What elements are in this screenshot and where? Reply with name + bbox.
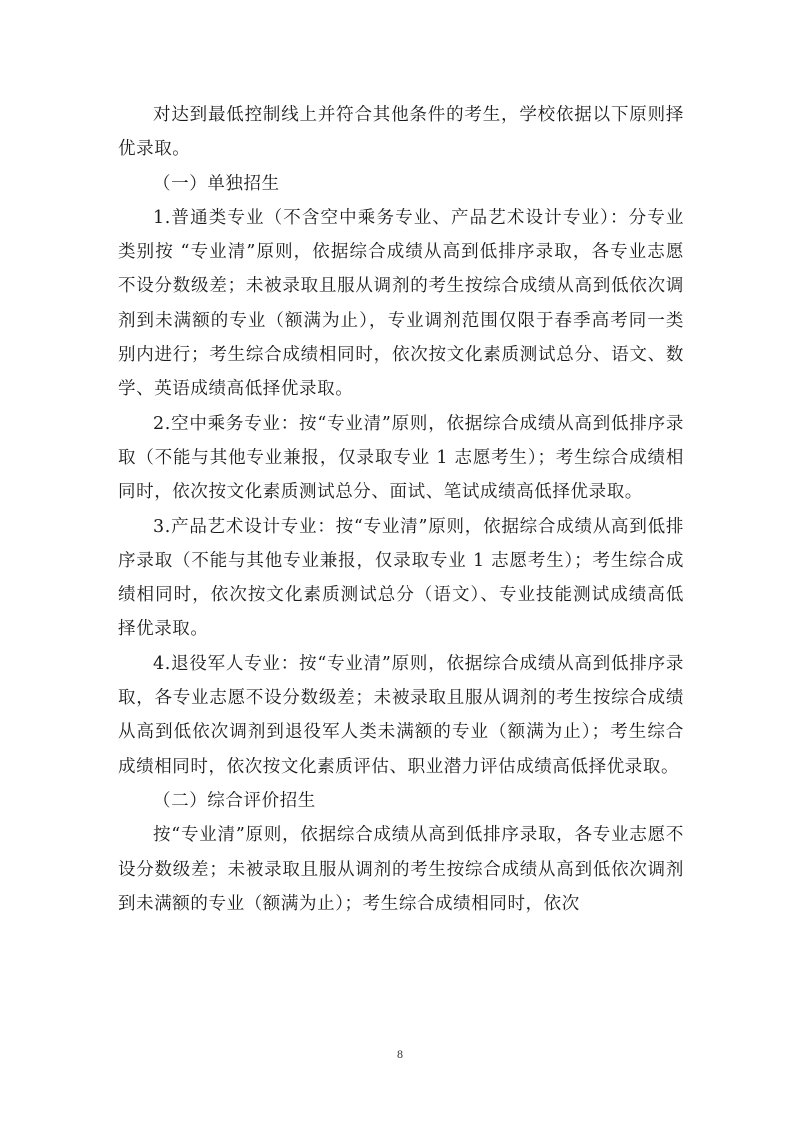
section-heading-independent-enrollment: （一）单独招生 [153,173,280,194]
paragraph-general-majors: 1.普通类专业（不含空中乘务专业、产品艺术设计专业）：分专业类别按 “专业清”原则，依据综合成绩从高到低排序录取，各专业志愿不设分数级差；未被录取且服从调剂的考生按综合成绩从高到低依次调剂到未满额的专业（额满为止），专业调剂范围仅限于春季高考同一类别内进行；考生综合成绩相同时，依次按文化素质测试总分、语文、数学、英语成绩高低择优录取。 [118,207,684,400]
intro-paragraph: 对达到最低控制线上并符合其他条件的考生，学校依据以下原则择优录取。 [118,105,684,160]
paragraph-flight-attendant: 2.空中乘务专业：按“专业清”原则，依据综合成绩从高到低排序录取（不能与其他专业兼报，仅录取专业 1 志愿考生）；考生综合成绩相同时，依次按文化素质测试总分、面试、笔试成绩高低择优录取。 [118,413,684,503]
page-number: 8 [397,1047,403,1061]
paragraph-comprehensive-evaluation: 按“专业清”原则，依据综合成绩从高到低排序录取，各专业志愿不设分数级差；未被录取且服从调剂的考生按综合成绩从高到低依次调剂到未满额的专业（额满为止）；考生综合成绩相同时，依次 [118,825,684,914]
paragraph-veterans: 4.退役军人专业：按“专业清”原则，依据综合成绩从高到低排序录取，各专业志愿不设分数级差；未被录取且服从调剂的考生按综合成绩从高到低依次调剂到退役军人类未满额的专业（额满为止）；考生综合成绩相同时，依次按文化素质评估、职业潜力评估成绩高低择优录取。 [118,653,684,777]
paragraph-product-art-design: 3.产品艺术设计专业：按“专业清”原则，依据综合成绩从高到低排序录取（不能与其他专业兼报，仅录取专业 1 志愿考生）；考生综合成绩相同时，依次按文化素质测试总分（语文）、专业技能测试成绩高低择优录取。 [118,516,684,640]
section-heading-comprehensive-evaluation: （二）综合评价招生 [153,790,316,811]
document-body [118,98,684,921]
